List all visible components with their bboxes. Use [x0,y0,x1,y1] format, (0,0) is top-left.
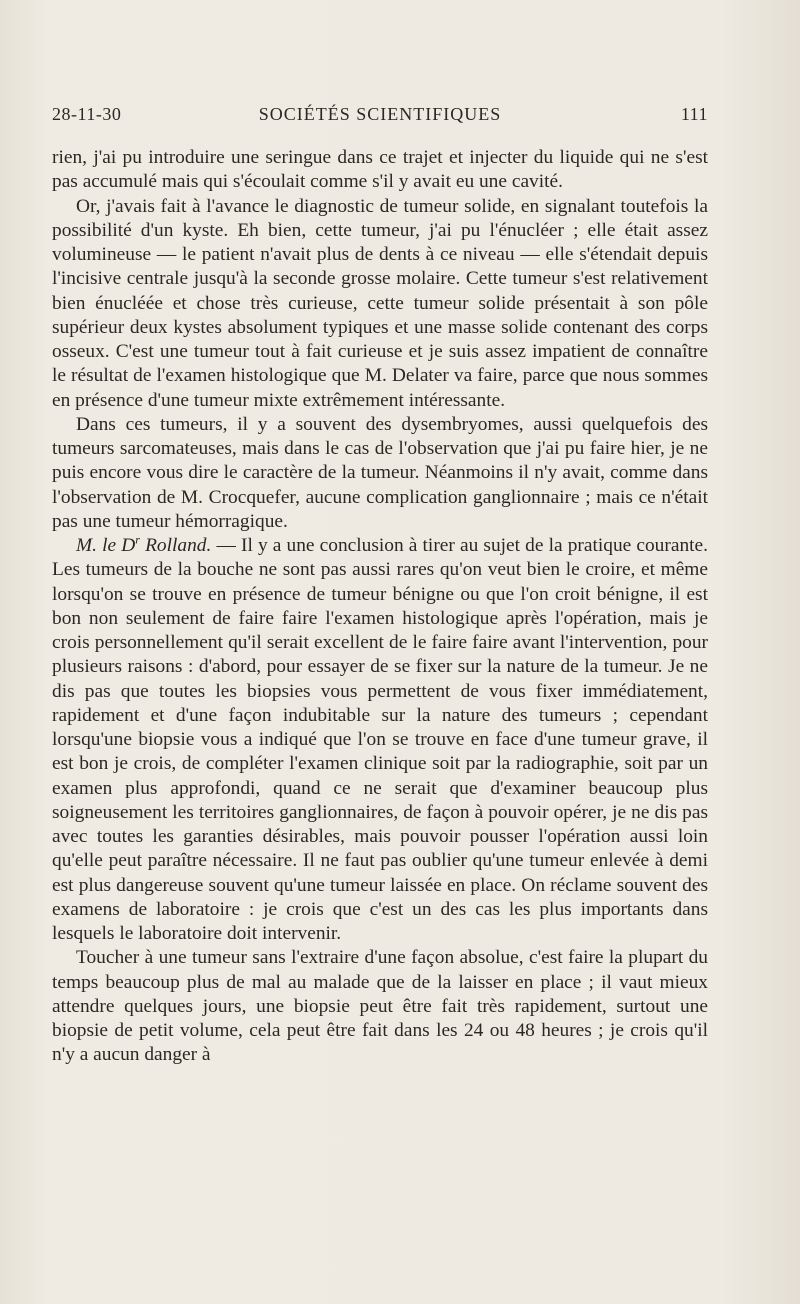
paragraph-continuation: rien, j'ai pu introduire une seringue dans ce trajet et injecter du liquide qui ne s'est pas accumulé mais qui s'écoulait comme s'il y avait eu une cavité. [52,147,708,193]
speaker-prefix: M. le D [76,535,136,556]
page-number: 111 [680,104,708,124]
header-title: SOCIÉTÉS SCIENTIFIQUES [258,104,502,124]
rolland-text: — Il y a une conclusion à tirer au sujet de la pratique courante. Les tumeurs de la bouche ne sont pas aussi rares qu'on veut bien le croire, et même lorsqu'on se trouve en présence de tumeur bénigne ou que l'on croit bénigne, il est bon non seulement de faire faire l'examen histologique après l'opération, mais je crois personnellement qu'il serait excellent de le faire faire avant l'intervention, pour plusieurs raisons : d'abord, pour essayer de se fixer sur la nature de la tumeur. Je ne dis pas que toutes les biopsies vous permettent de vous fixer immédiatement, rapidement et d'une façon indubitable sur la nature des tumeurs ; cependant lorsqu'une biopsie vous a indiqué que l'on se trouve en face d'une tumeur grave, il est bon je crois, de compléter l'examen clinique soit par la radiographie, soit par un examen plus approfondi, quand ce ne serait que d'examiner beaucoup plus soigneusement les territoires ganglionnaires, de façon à pouvoir opérer, je ne dis pas avec toutes les garanties désirables, mais pouvoir pousser l'opération aussi loin qu'elle peut paraître nécessaire. Il ne faut pas oublier qu'une tumeur enlevée à demi est plus dangereuse souvent qu'une tumeur laissée en place. On réclame souvent des examens de laboratoire : je crois que c'est un des cas les plus importants dans lesquels le laboratoire doit intervenir. [52,535,708,944]
paragraph-toucher: Toucher à une tumeur sans l'extraire d'une façon absolue, c'est faire la plupart du temps beaucoup plus de mal au malade que de la laisser en place ; il vaut mieux attendre quelques jours, une biopsie peut être fait très rapidement, surtout une biopsie de petit volume, cela peut être fait dans les 24 ou 48 heures ; je crois qu'il n'y a aucun danger à [52,947,708,1066]
speaker-superscript: r [135,532,140,547]
speaker-name [76,532,212,556]
speaker-surname: Rolland. [139,535,212,556]
header-date: 28-11-30 [52,104,122,124]
body-text [52,146,708,1068]
paragraph-dysembryomes: Dans ces tumeurs, il y a souvent des dysembryomes, aussi quelquefois des tumeurs sarcomateuses, mais dans le cas de l'observation que j'ai pu faire hier, je ne puis encore vous dire le caractère de la tumeur. Néanmoins il n'y avait, comme dans l'observation de M. Crocquefer, aucune complication ganglionnaire ; mais ce n'était pas une tumeur hémorragique. [52,413,708,532]
paragraph-diagnosis: Or, j'avais fait à l'avance le diagnostic de tumeur solide, en signalant toutefois la possibilité d'un kyste. Eh bien, cette tumeur, j'ai pu l'énucléer ; elle était assez volumineuse — le patient n'avait plus de dents à ce niveau — elle s'étendait depuis l'incisive centrale jusqu'à la seconde grosse molaire. Cette tumeur s'est relativement bien énucléée et chose très curieuse, cette tumeur solide présentait à son pôle supérieur deux kystes absolument typiques et une masse solide contenant des corps osseux. C'est une tumeur tout à fait curieuse et je suis assez impatient de connaître le résultat de l'examen histologique que M. Delater va faire, parce que nous sommes en présence d'une tumeur mixte extrêmement intéressante. [52,195,708,411]
paragraph-rolland [52,534,708,946]
